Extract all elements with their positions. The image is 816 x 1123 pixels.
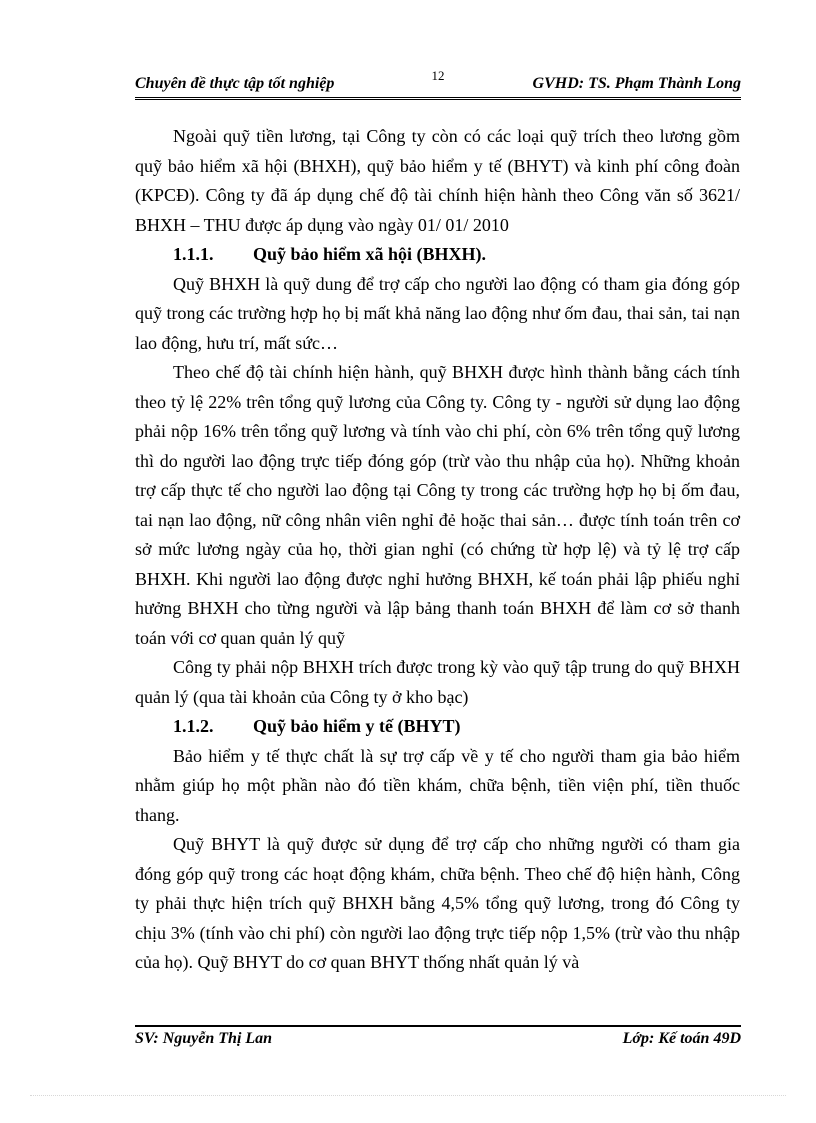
footer-divider [135,1025,741,1027]
footer-student: SV: Nguyễn Thị Lan [135,1030,273,1047]
paragraph-bhxh-payment: Công ty phải nộp BHXH trích được trong kỳ vào quỹ tập trung do quỹ BHXH quản lý (qua tài khoản của Công ty ở kho bạc) [135,657,740,707]
page-edge-dotted-line [30,1095,786,1096]
paragraph-intro: Ngoài quỹ tiền lương, tại Công ty còn có các loại quỹ trích theo lương gồm quỹ bảo hiểm xã hội (BHXH), quỹ bảo hiểm y tế (BHYT) và kinh phí công đoàn (KPCĐ). Công ty đã áp dụng chế độ tài chính hiện hành theo Công văn số 3621/ BHXH – THU được áp dụng vào ngày 01/ 01/ 2010 [135,126,740,235]
paragraph-bhyt-definition: Bảo hiểm y tế thực chất là sự trợ cấp về y tế cho người tham gia bảo hiểm nhằm giúp họ một phần nào đó tiền khám, chữa bệnh, tiền viện phí, tiền thuốc thang. [135,745,740,825]
section-heading-bhxh [135,240,740,270]
section-title: Quỹ bảo hiểm y tế (BHYT) [253,716,461,736]
header-supervisor: GVHD: TS. Phạm Thành Long [532,75,741,92]
paragraph-bhxh-rates: Theo chế độ tài chính hiện hành, quỹ BHXH được hình thành bằng cách tính theo tỷ lệ 22% trên tổng quỹ lương của Công ty. Công ty - người sử dụng lao động phải nộp 16% trên tổng quỹ lương và tính vào chi phí, còn 6% trên tổng quỹ lương thì do người lao động trực tiếp đóng góp (trừ vào thu nhập của họ). Những khoản trợ cấp thực tế cho người lao động tại Công ty trong các trường hợp họ bị ốm đau, tai nạn lao động, nữ công nhân viên nghỉ đẻ hoặc thai sản… được tính toán trên cơ sở mức lương ngày của họ, thời gian nghỉ (có chứng từ hợp lệ) và tỷ lệ trợ cấp BHXH. Khi người lao động được nghỉ hưởng BHXH, kế toán phải lập phiếu nghỉ hưởng BHXH cho từng người và lập bảng thanh toán BHXH để làm cơ sở thanh toán với cơ quan quản lý quỹ [135,362,740,648]
section-title: Quỹ bảo hiểm xã hội (BHXH). [253,244,487,264]
document-body [135,122,740,978]
paragraph-bhyt-rates: Quỹ BHYT là quỹ được sử dụng để trợ cấp cho những người có tham gia đóng góp quỹ trong các hoạt động khám, chữa bệnh. Theo chế độ hiện hành, Công ty phải thực hiện trích quỹ BHXH bằng 4,5% tổng quỹ lương, trong đó Công ty chịu 3% (tính vào chi phí) còn người lao động trực tiếp nộp 1,5% (trừ vào thu nhập của họ). Quỹ BHYT do cơ quan BHYT thống nhất quản lý và [135,834,740,972]
page-header [135,68,741,96]
header-report-title: Chuyên đề thực tập tốt nghiệp [135,75,335,92]
paragraph-bhxh-definition: Quỹ BHXH là quỹ dung để trợ cấp cho người lao động có tham gia đóng góp quỹ trong các trường hợp họ bị mất khả năng lao động như ốm đau, thai sản, tai nạn lao động, hưu trí, mất sức… [135,273,740,353]
section-heading-bhyt [135,712,740,742]
header-divider [135,97,741,100]
page-number: 12 [431,68,445,83]
section-number: 1.1.1. [173,244,214,264]
section-number: 1.1.2. [173,716,214,736]
footer-class: Lớp: Kế toán 49D [622,1030,741,1047]
page-footer [135,1030,741,1054]
